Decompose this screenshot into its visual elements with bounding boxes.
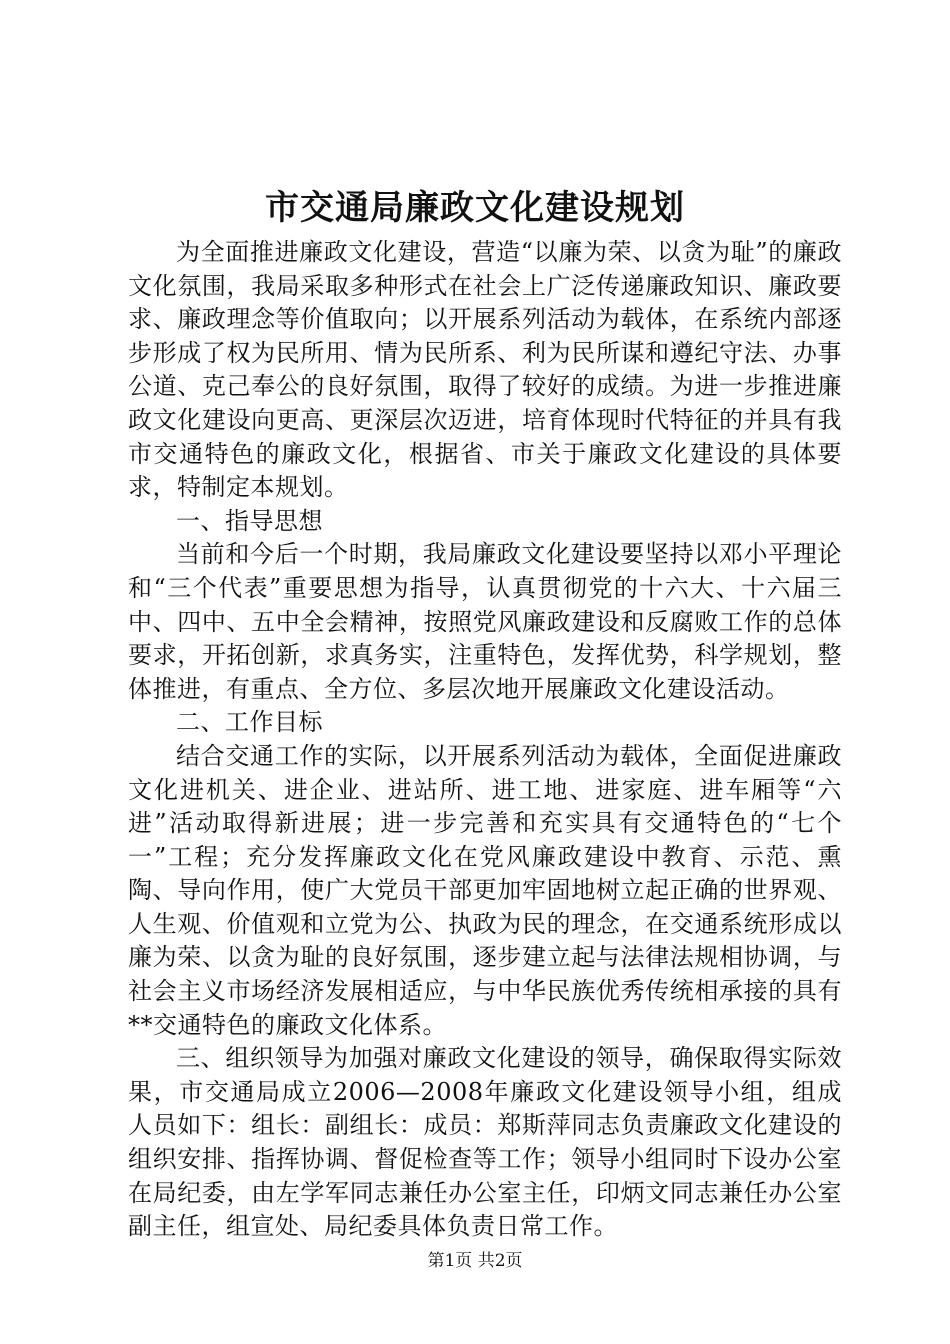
paragraph-work-goals: 结合交通工作的实际，以开展系列活动为载体，全面促进廉政文化进机关、进企业、进站所、进工地、进家庭、进车厢等“六进”活动取得新进展；进一步完善和充实具有交通特色的“七个一”工程；充分发挥廉政文化在党风廉政建设中教育、示范、熏陶、导向作用，使广大党员干部更加牢固地树立起正确的世界观、人生观、价值观和立党为公、执政为民的理念，在交通系统形成以廉为荣、以贪为耻的良好氛围，逐步建立起与法律法规相协调，与社会主义市场经济发展相适应，与中华民族优秀传统相承接的具有**交通特色的廉政文化体系。 xyxy=(128,741,842,1039)
section-heading-guiding-ideology: 一、指导思想 xyxy=(176,506,323,535)
page-footer: 第1页 共2页 xyxy=(427,1251,523,1271)
paragraph-guiding-ideology: 当前和今后一个时期，我局廉政文化建设要坚持以邓小平理论和“三个代表”重要思想为指导，认真贯彻党的十六大、十六届三中、四中、五中全会精神，按照党风廉政建设和反腐败工作的总体要求，开拓创新，求真务实，注重特色，发挥优势，科学规划，整体推进，有重点、全方位、多层次地开展廉政文化建设活动。 xyxy=(128,540,842,703)
section-heading-work-goals: 二、工作目标 xyxy=(176,708,323,737)
document-title: 市交通局廉政文化建设规划 xyxy=(265,188,685,228)
paragraph-intro: 为全面推进廉政文化建设，营造“以廉为荣、以贪为耻”的廉政文化氛围，我局采取多种形式在社会上广泛传递廉政知识、廉政要求、廉政理念等价值取向；以开展系列活动为载体，在系统内部逐步形成了权为民所用、情为民所系、利为民所谋和遵纪守法、办事公道、克己奉公的良好氛围，取得了较好的成绩。为进一步推进廉政文化建设向更高、更深层次迈进，培育体现时代特征的并具有我市交通特色的廉政文化，根据省、市关于廉政文化建设的具体要求，特制定本规划。 xyxy=(128,238,842,502)
document-body xyxy=(128,236,842,1244)
paragraph-organization-leadership: 三、组织领导为加强对廉政文化建设的领导，确保取得实际效果，市交通局成立2006—2008年廉政文化建设领导小组，组成人员如下：组长：副组长：成员：郑斯萍同志负责廉政文化建设的组织安排、指挥协调、督促检查等工作；领导小组同时下设办公室在局纪委，由左学军同志兼任办公室主任，印炳文同志兼任办公室副主任，组宣处、局纪委具体负责日常工作。 xyxy=(128,1044,842,1241)
